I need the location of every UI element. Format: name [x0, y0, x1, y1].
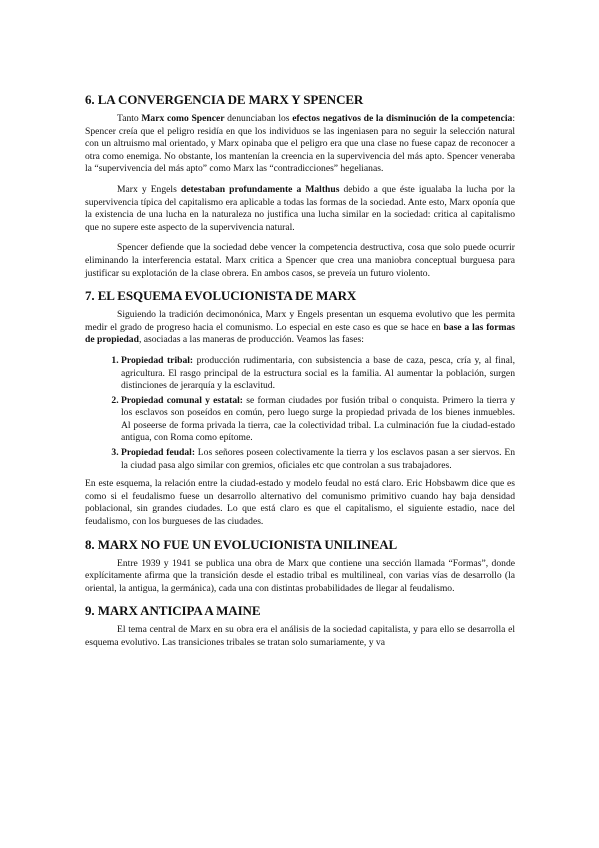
text: Los señores poseen colectivamente la tierra y los esclavos pasan a ser siervos. En la ciudad pasa algo similar con gremios, oficiales etc que controlan a sus trabajadores.: [121, 447, 515, 471]
text: Siguiendo la tradición decimonónica, Marx y Engels presentan un esquema evolutivo que les permita medir el grado de progreso hacia el comunismo. Lo especial en este caso es que se hace en: [85, 309, 515, 333]
bold-text: base a las formas de propiedad: [85, 321, 515, 346]
paragraph: [85, 309, 515, 347]
list-item: [121, 447, 515, 472]
paragraph: [85, 113, 515, 176]
paragraph: [85, 184, 515, 234]
bold-text: Propiedad tribal:: [121, 354, 194, 366]
section-heading: 7. EL ESQUEMA EVOLUCIONISTA DE MARX: [85, 288, 357, 304]
paragraph: Spencer defiende que la sociedad debe vencer la competencia destructiva, cosa que solo puede ocurrir eliminando la interferencia estatal. Marx critica a Spencer que crea una maniobra conceptual burguesa para justificar su explotación de la clase obrera. En ambos casos, se preveía un futuro violento.: [85, 242, 515, 279]
section-heading: 8. MARX NO FUE UN EVOLUCIONISTA UNILINEAL: [85, 536, 398, 552]
bold-text: efectos negativos de la disminución de la competencia: [292, 113, 513, 124]
document-page: [85, 92, 515, 658]
paragraph: En este esquema, la relación entre la ciudad-estado y modelo feudal no está claro. Eric Hobsbawm dice que es como si el feudalismo fuese un desarrollo alternativo del comunismo primitivo cuando hay baja densidad poblacional, sin grandes ciudades. Lo que está claro es que el capitalismo, el siguiente estadio, nace del feudalismo, con los burgueses de las ciudades.: [85, 478, 515, 528]
text: producción rudimentaria, con subsistencia a base de caza, pesca, cría y, al final, agricultura. El rasgo principal de la estructura social es la familia. Al aumentar la población, surgen distinciones de jerarquía y la esclavitud.: [121, 354, 515, 392]
text: : Spencer creía que el peligro residía en que los individuos se las ingeniasen para no seguir la selección natural con un altruismo mal orientado, y Marx opinaba que el peligro era que una clase no fuese capaz de reconocer a otra como enemiga. No obstante, los mantenían la creencia en la supervivencia del más apto. Spencer veneraba la “supervivencia del más apto” como Marx las “contradicciones” hegelianas.: [85, 113, 515, 175]
section-6: [85, 92, 515, 280]
text: se forman ciudades por fusión tribal o conquista. Primero la tierra y los esclavos son poseídos en común, pero luego surge la propiedad privada de los bienes inmuebles. Al poseerse de forma privada la tierra, cae la colectividad tribal. La culminación fue la ciudad-estado antigua, con Roma como epítome.: [121, 394, 516, 444]
text: Marx y Engels: [117, 183, 181, 195]
section-heading: 9. MARX ANTICIPA A MAINE: [85, 603, 261, 619]
section-8: [85, 537, 515, 596]
text: Tanto: [117, 113, 142, 124]
bold-text: Propiedad feudal:: [121, 447, 196, 459]
bold-text: Propiedad comunal y estatal:: [121, 394, 244, 406]
section-heading: 6. LA CONVERGENCIA DE MARX Y SPENCER: [85, 92, 364, 107]
section-7: [85, 288, 515, 529]
paragraph: El tema central de Marx en su obra era el análisis de la sociedad capitalista, y para ello se desarrolla el esquema evolutivo. Las transiciones tribales se tratan solo sumariamente, y va: [85, 624, 515, 648]
paragraph: Entre 1939 y 1941 se publica una obra de Marx que contiene una sección llamada “Formas”, donde explícitamente afirma que la transición desde el estadio tribal es multilineal, con varias vías de desarrollo (la oriental, la antigua, la germánica), cada una con distintas probabilidades de llegar al feudalismo.: [85, 557, 515, 594]
list-item: [121, 395, 515, 445]
section-9: [85, 603, 515, 649]
bold-text: Marx como Spencer: [141, 113, 225, 124]
list-item: [121, 355, 515, 393]
text: denunciaban los: [224, 113, 293, 124]
phases-list: [85, 355, 515, 472]
text: , asociadas a las maneras de producción. Veamos las fases:: [138, 334, 364, 346]
bold-text: detestaban profundamente a Malthus: [180, 183, 340, 195]
text: debido a que éste igualaba la lucha por la supervivencia típica del capitalismo era aplicable a todas las formas de la sociedad. Ante esto, Marx oponía que la existencia de una lucha en la naturaleza no justifica una lucha similar en la sociedad: critica al capitalismo que no supere este aspecto de la supervivencia natural.: [85, 183, 515, 233]
